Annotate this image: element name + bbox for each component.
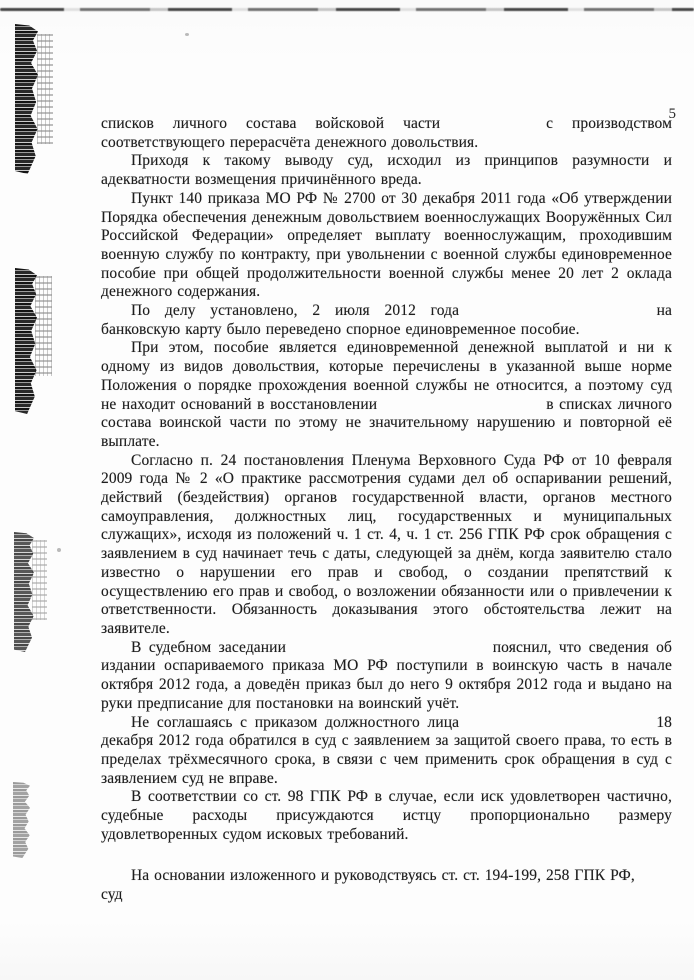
scan-smudge-left-2 bbox=[15, 268, 37, 414]
scan-smudge-left-1 bbox=[15, 24, 38, 174]
paragraph-text: Приходя к такому выводу суд, исходил из принципов разумности и адекватности возмещения причинённого вреда. bbox=[101, 152, 672, 189]
paragraph-text: пояснил, что сведения об издании оспариваемого приказа МО РФ поступили в воинскую часть в начале октября 2012 года, а доведён приказ был до него 9 октября 2012 года и выдано на руки предписание для постановки на воинский учёт. bbox=[101, 638, 673, 712]
paragraph-text: суд bbox=[101, 886, 123, 904]
scan-speckles-left-3 bbox=[32, 540, 47, 620]
scan-speck-1 bbox=[185, 33, 189, 36]
paragraph bbox=[101, 788, 672, 844]
paragraph bbox=[101, 714, 672, 789]
redaction-gap bbox=[383, 408, 541, 409]
scan-smudge-left-3 bbox=[14, 532, 34, 652]
scan-speckles-left-1 bbox=[37, 34, 53, 144]
scan-top-edge-line bbox=[0, 8, 694, 11]
document-body bbox=[101, 115, 672, 905]
paragraph bbox=[101, 339, 672, 451]
paragraph bbox=[101, 452, 672, 639]
paragraph-text: При этом, пособие является единовременной денежной выплатой и ни к одному из видов довольствия, которые перечислены в указанной выше норме Положения о порядке прохождения военной службы не относится, а поэтому суд не находит оснований в восстановлении bbox=[101, 339, 672, 413]
redaction-gap bbox=[467, 726, 649, 727]
scan-speckles-left-2 bbox=[35, 276, 52, 376]
paragraph-text: в списках личного состава воинской части по этому не значительному нарушению и повторной её выплате. bbox=[101, 395, 672, 450]
redaction-gap bbox=[293, 651, 485, 652]
scan-smudge-left-4 bbox=[13, 782, 30, 858]
paragraph-text: В соответствии со ст. 98 ГПК РФ в случае, если иск удовлетворен частично, судебные расходы присуждаются истцу пропорционально размеру удовлетворенных судом исковых требований. bbox=[101, 788, 672, 843]
paragraph bbox=[101, 152, 672, 189]
paragraph-closing bbox=[101, 867, 672, 904]
paragraph bbox=[101, 639, 672, 714]
paragraph-text: Не соглашаясь с приказом должностного лица bbox=[131, 713, 460, 731]
paragraph-text: списков личного состава войсковой части bbox=[101, 115, 441, 132]
paragraph-text: По делу установлено, 2 июля 2012 года bbox=[131, 302, 460, 320]
paragraph bbox=[101, 302, 672, 339]
page-number: 5 bbox=[668, 106, 676, 122]
paragraph-continuation bbox=[101, 115, 672, 152]
paragraph-text: с производством соответствующего перерасчёта денежного довольствия. bbox=[101, 115, 673, 151]
paragraph bbox=[101, 190, 672, 302]
redaction-gap bbox=[474, 314, 642, 315]
paragraph-text: На основании изложенного и руководствуясь ст. ст. 194-199, 258 ГПК РФ, bbox=[131, 867, 635, 885]
paragraph-text: 18 декабря 2012 года обратился в суд с заявлением за защитой своего права, то есть в пределах трёхмесячного срока, в связи с чем применить срок обращения в суд с заявлением суд не вправе. bbox=[101, 713, 673, 787]
scan-speck-2 bbox=[57, 548, 61, 552]
paragraph-text: Пункт 140 приказа МО РФ № 2700 от 30 декабря 2011 года «Об утверждении Порядка обеспечения денежным довольствием военнослужащих Вооружённых Сил Российской Федерации» определяет выплату военнослужащим, проходившим военную службу по контракту, при увольнении с военной службы единовременное пособие при общей продолжительности военной службы менее 20 лет 2 оклада денежного содержания. bbox=[101, 189, 672, 301]
paragraph-text: В судебном заседании bbox=[131, 638, 286, 656]
paragraph-text: Согласно п. 24 постановления Пленума Верховного Суда РФ от 10 февраля 2009 года № 2 «О практике рассмотрения судами дел об оспаривании решений, действий (бездействия) органов государственной власти, органов местного самоуправления, должностных лиц, государственных и муниципальных служащих», исходя из положений ч. 1 ст. 4, ч. 1 ст. 256 ГПК РФ срок обращения с заявлением в суд начинает течь с даты, следующей за днём, когда заявителю стало известно о нарушении его прав и свобод, о создании препятствий к осуществлению его прав и свобод, о возложении обязанности или о привлечении к ответственности. Обязанность доказывания этого обстоятельства лежит на заявителе. bbox=[101, 451, 672, 637]
redaction-gap bbox=[459, 127, 527, 128]
paragraph-text: на банковскую карту было переведено спорное единовременное пособие. bbox=[101, 302, 673, 338]
